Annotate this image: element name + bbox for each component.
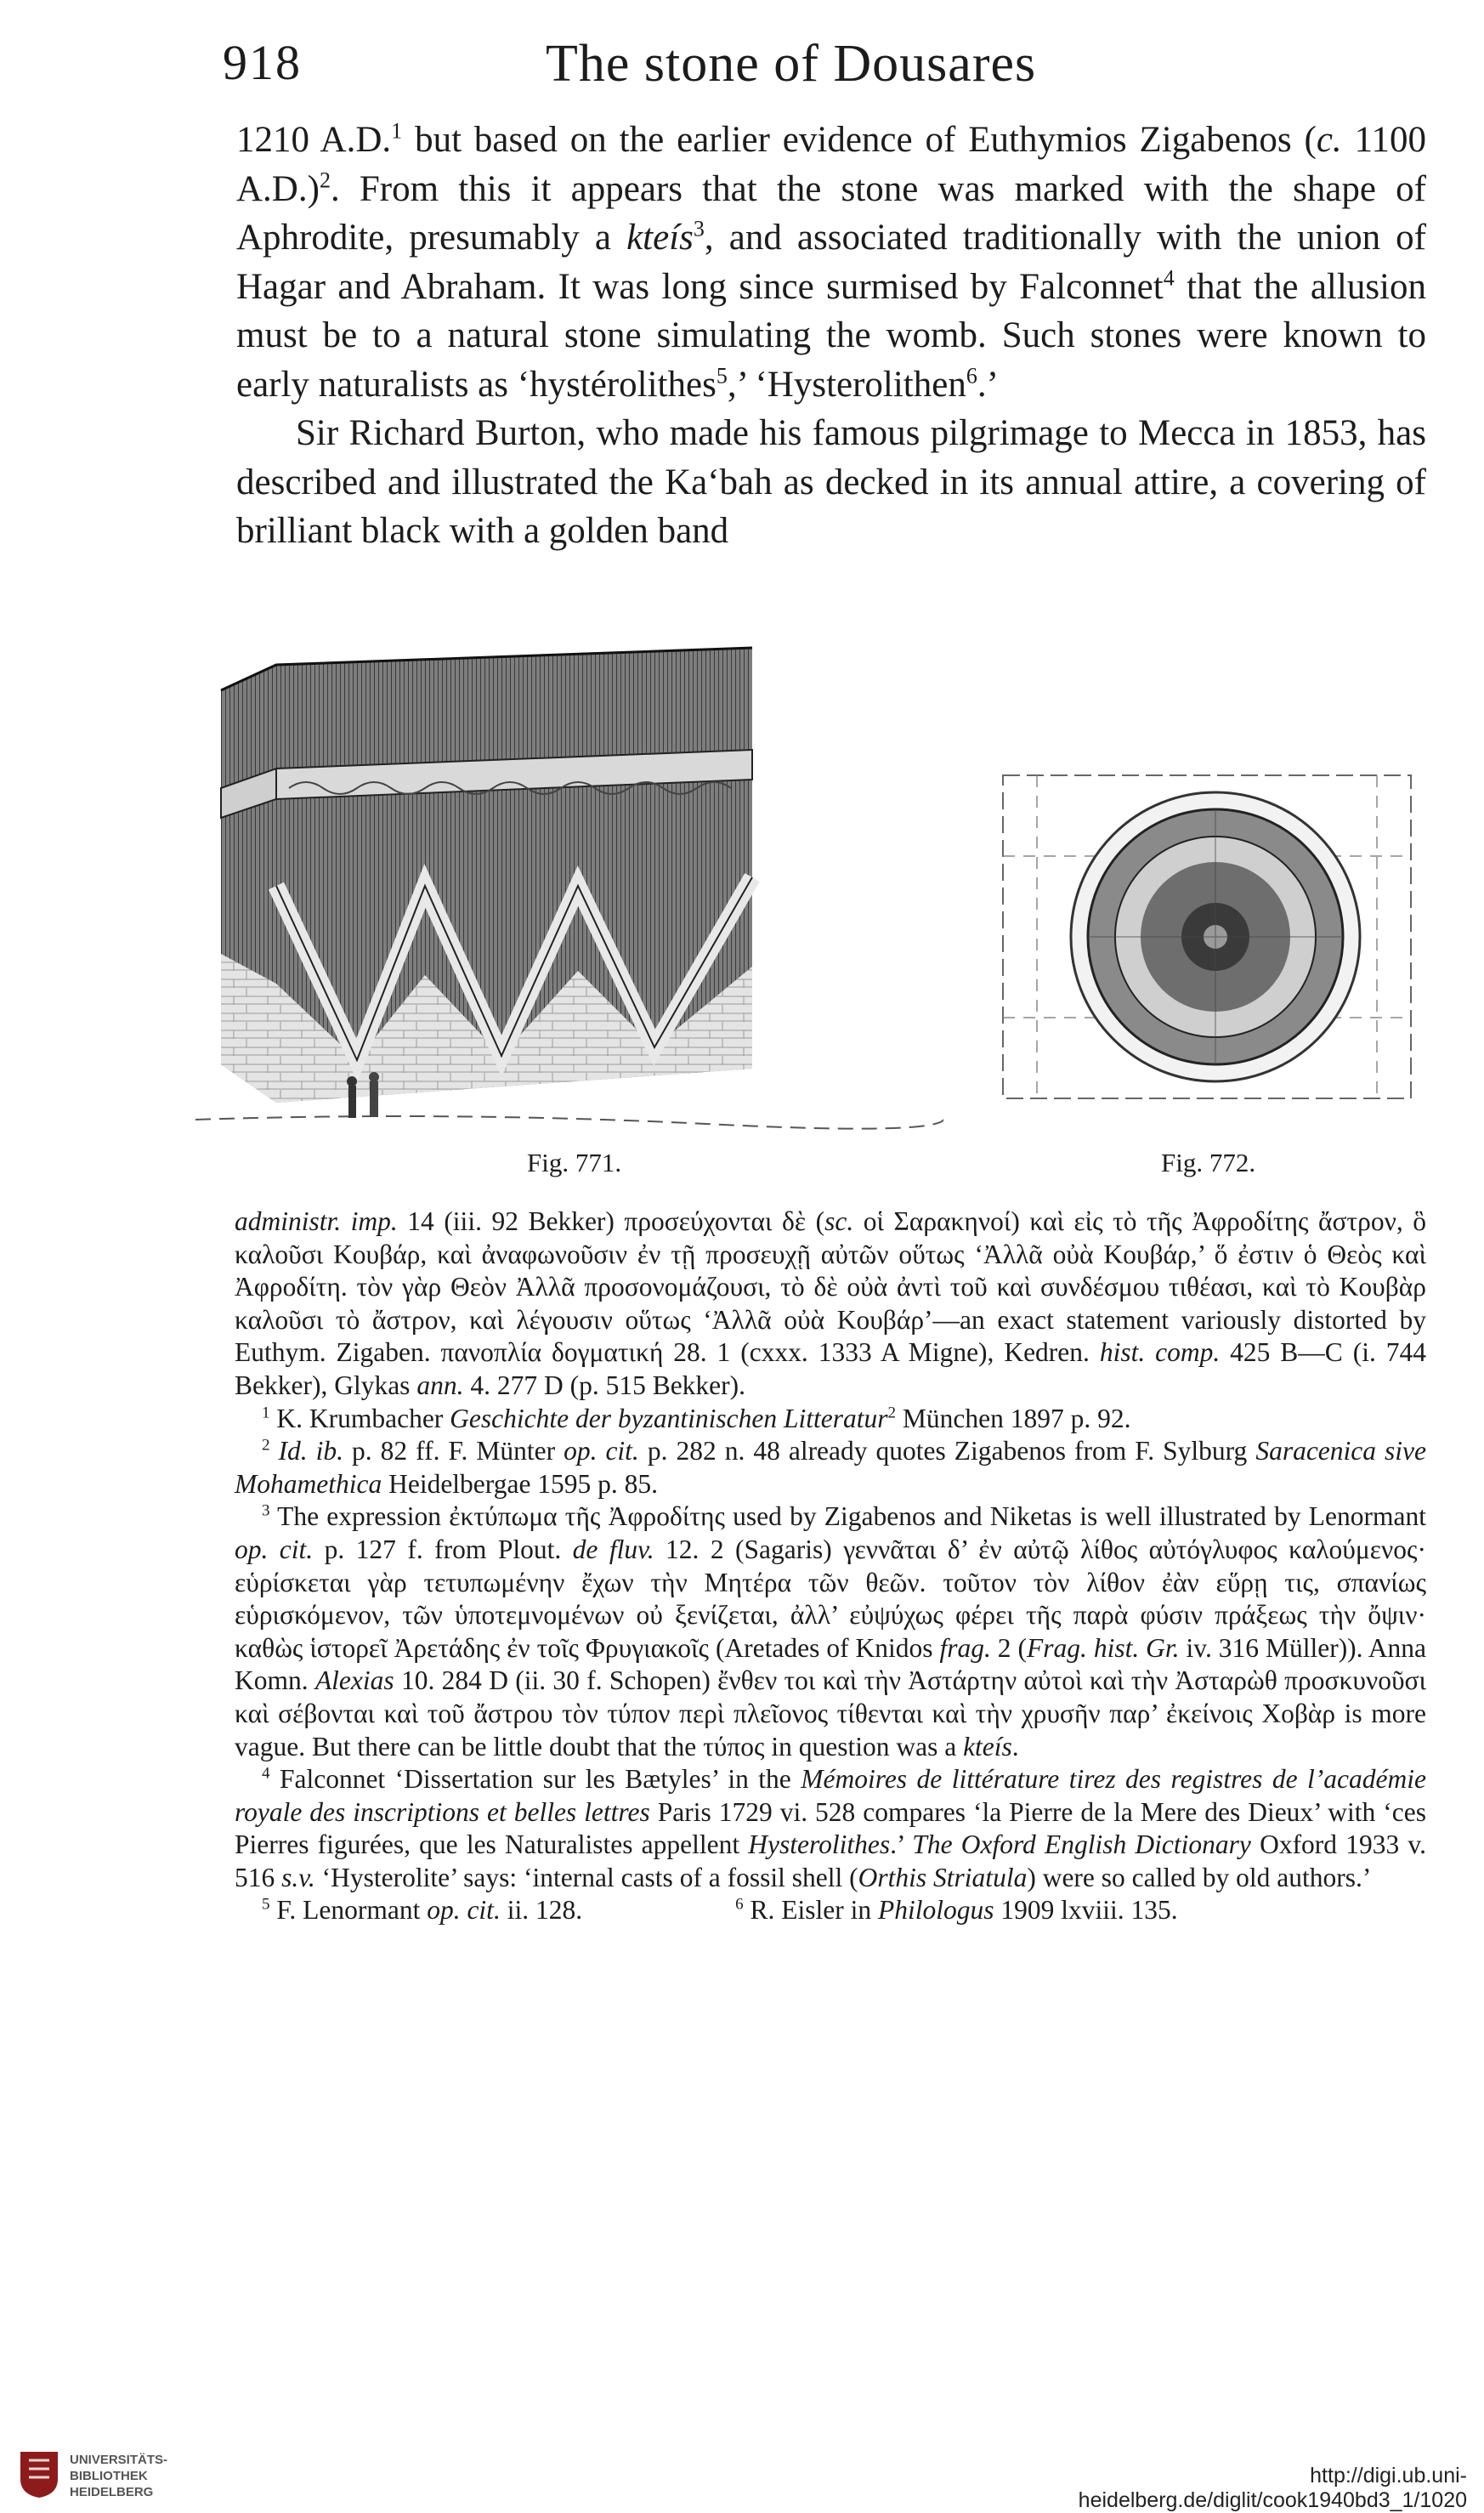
text-run: sc. (824, 1206, 854, 1236)
text-run: Oxford 1933 v. 516 (235, 1829, 1426, 1892)
text-run: .’ (890, 1829, 913, 1860)
text-run: p. 82 ff. F. Münter (343, 1436, 564, 1466)
text-run (270, 1436, 279, 1466)
text-run: s.v. (281, 1862, 315, 1892)
text-run: ) were so called by old authors.’ (1027, 1862, 1372, 1892)
text-run: The expression ἐκτύπωμα τῆς Ἀφροδίτης used by Zigabenos and Niketas is well illustrated by Lenormant (269, 1501, 1426, 1532)
text-run: Mémoires de littérature tirez des registres de l’académie royale des inscriptions et belles lettres (235, 1764, 1426, 1827)
text-run: 1100 A.D.) (236, 120, 1427, 209)
text-run: that the allusion must be to a natural stone simulating the womb. Such stones were known to early naturalists as ‘hystérolithes (236, 266, 1426, 405)
text-run: K. Krumbacher (269, 1403, 450, 1433)
paragraph-1 (236, 116, 1426, 409)
text-run: Philologus (877, 1895, 994, 1926)
text-run: Saracenica sive Mohamethica (235, 1436, 1426, 1499)
figure-771-kabah-engraving (195, 631, 943, 1141)
university-seal-icon (17, 2448, 61, 2499)
text-run: 1210 A.D. (236, 120, 392, 160)
paragraph-2: Sir Richard Burton, who made his famous pilgrimage to Mecca in 1853, has described and illustrated the Ka‘bah as decked in its annual attire, a covering of brilliant black with a golden band (236, 413, 1426, 551)
text-run: de fluv. (572, 1534, 654, 1564)
text-run: but based on the earlier evidence of Euthymios Zigabenos ( (402, 120, 1317, 160)
footnote-number: 2 (262, 1436, 270, 1455)
text-run: frag. (939, 1632, 991, 1663)
text-run: Id. ib. (278, 1436, 344, 1466)
page-number: 918 (223, 35, 302, 90)
running-title: The stone of Dousares (546, 35, 1037, 93)
text-run: ann. (416, 1370, 464, 1400)
library-name (70, 2452, 167, 2500)
logo-line: HEIDELBERG (70, 2485, 154, 2499)
footnote-ref-2: 2 (319, 167, 331, 193)
text-run: op. cit. (235, 1534, 314, 1564)
text-run: 12. 2 (Sagaris) γεννᾶται δ’ ἐν αὐτῷ λίθος αὐτόγλυφος καλούμενος· εὑρίσκεται γὰρ τετυπωμένην ἔχων τὴν Μητέρα τῶν θεῶν. τοῦτον τὸν λίθον ἐὰν εὕρῃ τις, σπανίως εὑρισκόμενον, τῶν ὑποτεμνομένων οὐ ξενίζεται, ἀλλ’ εὐψύχως φέρει τῆς παρὰ φύσιν πράξεως τὴν ὄψιν· καθὼς ἱστορεῖ Ἀρετάδης ἐν τοῖς Φρυγιακοῖς (Aretades of Knidos (235, 1534, 1426, 1663)
source-url[interactable]: http://digi.ub.uni-heidelberg.de/diglit/cook1940bd3_1/1020 (1078, 2464, 1467, 2512)
text-run: Geschichte der byzantinischen Litteratur (450, 1403, 888, 1433)
text-run: hist. comp. (1099, 1337, 1221, 1368)
footnote-2 (235, 1435, 1426, 1500)
text-run: administr. imp. (235, 1206, 398, 1236)
text-run: 425 B—C (i. 744 Bekker), Glykas (235, 1337, 1426, 1400)
text-run: Heidelbergae 1595 p. 85. (382, 1468, 659, 1499)
text-run: . (1011, 1731, 1019, 1761)
text-run: kteís (963, 1731, 1012, 1761)
text-run: 4. 277 D (p. 515 Bekker). (463, 1370, 746, 1400)
footnote-ref-1: 1 (391, 118, 403, 144)
footnote-ref-4: 4 (1163, 265, 1175, 291)
figures (195, 631, 1436, 1192)
figure-772-caption: Fig. 772. (1161, 1148, 1256, 1177)
footnote-4 (235, 1763, 1426, 1894)
body-text (236, 116, 1426, 556)
footnote-number: 4 (262, 1764, 270, 1783)
text-run: p. 127 f. from Plout. (313, 1534, 573, 1564)
text-run: Hysterolithes (748, 1829, 891, 1860)
text-run: , and associated traditionally with the union of Hagar and Abraham. It was long since surmised by Falconnet (236, 218, 1426, 307)
footnote-continuation (235, 1205, 1426, 1403)
figure-772-black-stone-engraving (986, 754, 1428, 1120)
footnotes (235, 1205, 1426, 1927)
text-run: οἱ Σαρακηνοί) καὶ εἰς τὸ τῆς Ἀφροδίτης ἄστρον, ὃ καλοῦσι Κουβάρ, καὶ ἀναφωνοῦσιν ἐν τῇ προσευχῇ αὐτῶν οὕτως ‘Ἀλλᾶ οὐὰ Κουβάρ,’ ὅ ἐστιν ὁ Θεὸς καὶ Ἀφροδίτη. τὸν γὰρ Θεὸν Ἀλλᾶ προσονομάζουσι, τὸ δὲ οὐὰ ἀντὶ τοῦ καὶ συνδέσμου τιθέασι, καὶ τὸ Κουβὰρ καλοῦσι τὸ ἄστρον, καὶ λέγουσιν οὕτως ‘Ἀλλᾶ οὐὰ Κουβάρ’—an exact statement variously distorted by Euthym. Zigaben. πανοπλία δογματική 28. 1 (cxxx. 1333 A Migne), Kedren. (235, 1206, 1426, 1368)
text-run: ii. 128. (500, 1895, 583, 1926)
text-run: p. 282 n. 48 already quotes Zigabenos from F. Sylburg (638, 1436, 1256, 1466)
footnote-1 (235, 1403, 1426, 1436)
footnote-3 (235, 1500, 1426, 1763)
figure-771-caption: Fig. 771. (527, 1148, 622, 1177)
text-run: R. Eisler in (743, 1895, 878, 1926)
text-run: ,’ ‘Hysterolithen (727, 364, 966, 405)
library-logo (17, 2448, 221, 2508)
text-run: iv. 316 Müller)). Anna Komn. (235, 1632, 1426, 1696)
text-run: F. Lenormant (269, 1895, 428, 1926)
text-run: 2 ( (990, 1632, 1027, 1663)
text-run: Alexias (314, 1665, 394, 1696)
text-run: Frag. hist. Gr. (1027, 1632, 1180, 1663)
text-run: . From this it appears that the stone was marked with the shape of Aphrodite, presumably a (236, 168, 1426, 258)
text-run: 10. 284 D (ii. 30 f. Schopen) ἔνθεν τοι καὶ τὴν Ἀστάρτην αὐτοὶ καὶ τὴν Ἀσταρὼθ προσκυνοῦσι καὶ σέβονται καὶ τοῦ ἄστρου τὸν τύπον περὶ πλεῖονος τίθενται καὶ τὴν χρυσῆν παρ’ ἐκείνοις Χοβὰρ is more vague. But there can be little doubt that the τύπος in question was a (235, 1665, 1427, 1761)
footnote-ref-5: 5 (716, 363, 728, 389)
text-run: Paris 1729 vi. 528 compares ‘la Pierre de la Mere des Dieux’ with ‘ces Pierres figurées, que les Naturalistes appellent (235, 1796, 1427, 1860)
running-head (223, 34, 1430, 102)
footnote-ref-6: 6 (966, 363, 977, 389)
footnote-number: 5 (262, 1895, 270, 1914)
footnote-number: 3 (262, 1501, 270, 1520)
footnote-ref-3: 3 (693, 216, 705, 241)
text-run: c. (1316, 120, 1342, 160)
logo-line: UNIVERSITÄTS- (70, 2453, 168, 2467)
logo-line: BIBLIOTHEK (70, 2469, 148, 2483)
text-run: op. cit. (427, 1895, 501, 1926)
text-run: München 1897 p. 92. (895, 1403, 1131, 1433)
text-run: op. cit. (564, 1436, 639, 1466)
text-run: Orthis Striatula (858, 1862, 1028, 1892)
footnote-number: 1 (262, 1404, 270, 1422)
text-run: ‘Hysterolite’ says: ‘internal casts of a fossil shell ( (314, 1862, 858, 1892)
footnote-number: 6 (735, 1895, 744, 1914)
text-run: 14 (iii. 92 Bekker) προσεύχονται δὲ ( (397, 1206, 825, 1236)
text-run: 2 (887, 1404, 896, 1422)
text-run: Falconnet ‘Dissertation sur les Bætyles’ in the (269, 1764, 801, 1795)
text-run: kteís (626, 218, 694, 258)
text-run: 1909 lxviii. 135. (994, 1895, 1178, 1926)
text-run: The Oxford English Dictionary (912, 1829, 1251, 1860)
text-run: .’ (977, 364, 999, 405)
footnotes-5-6 (235, 1894, 1426, 1927)
